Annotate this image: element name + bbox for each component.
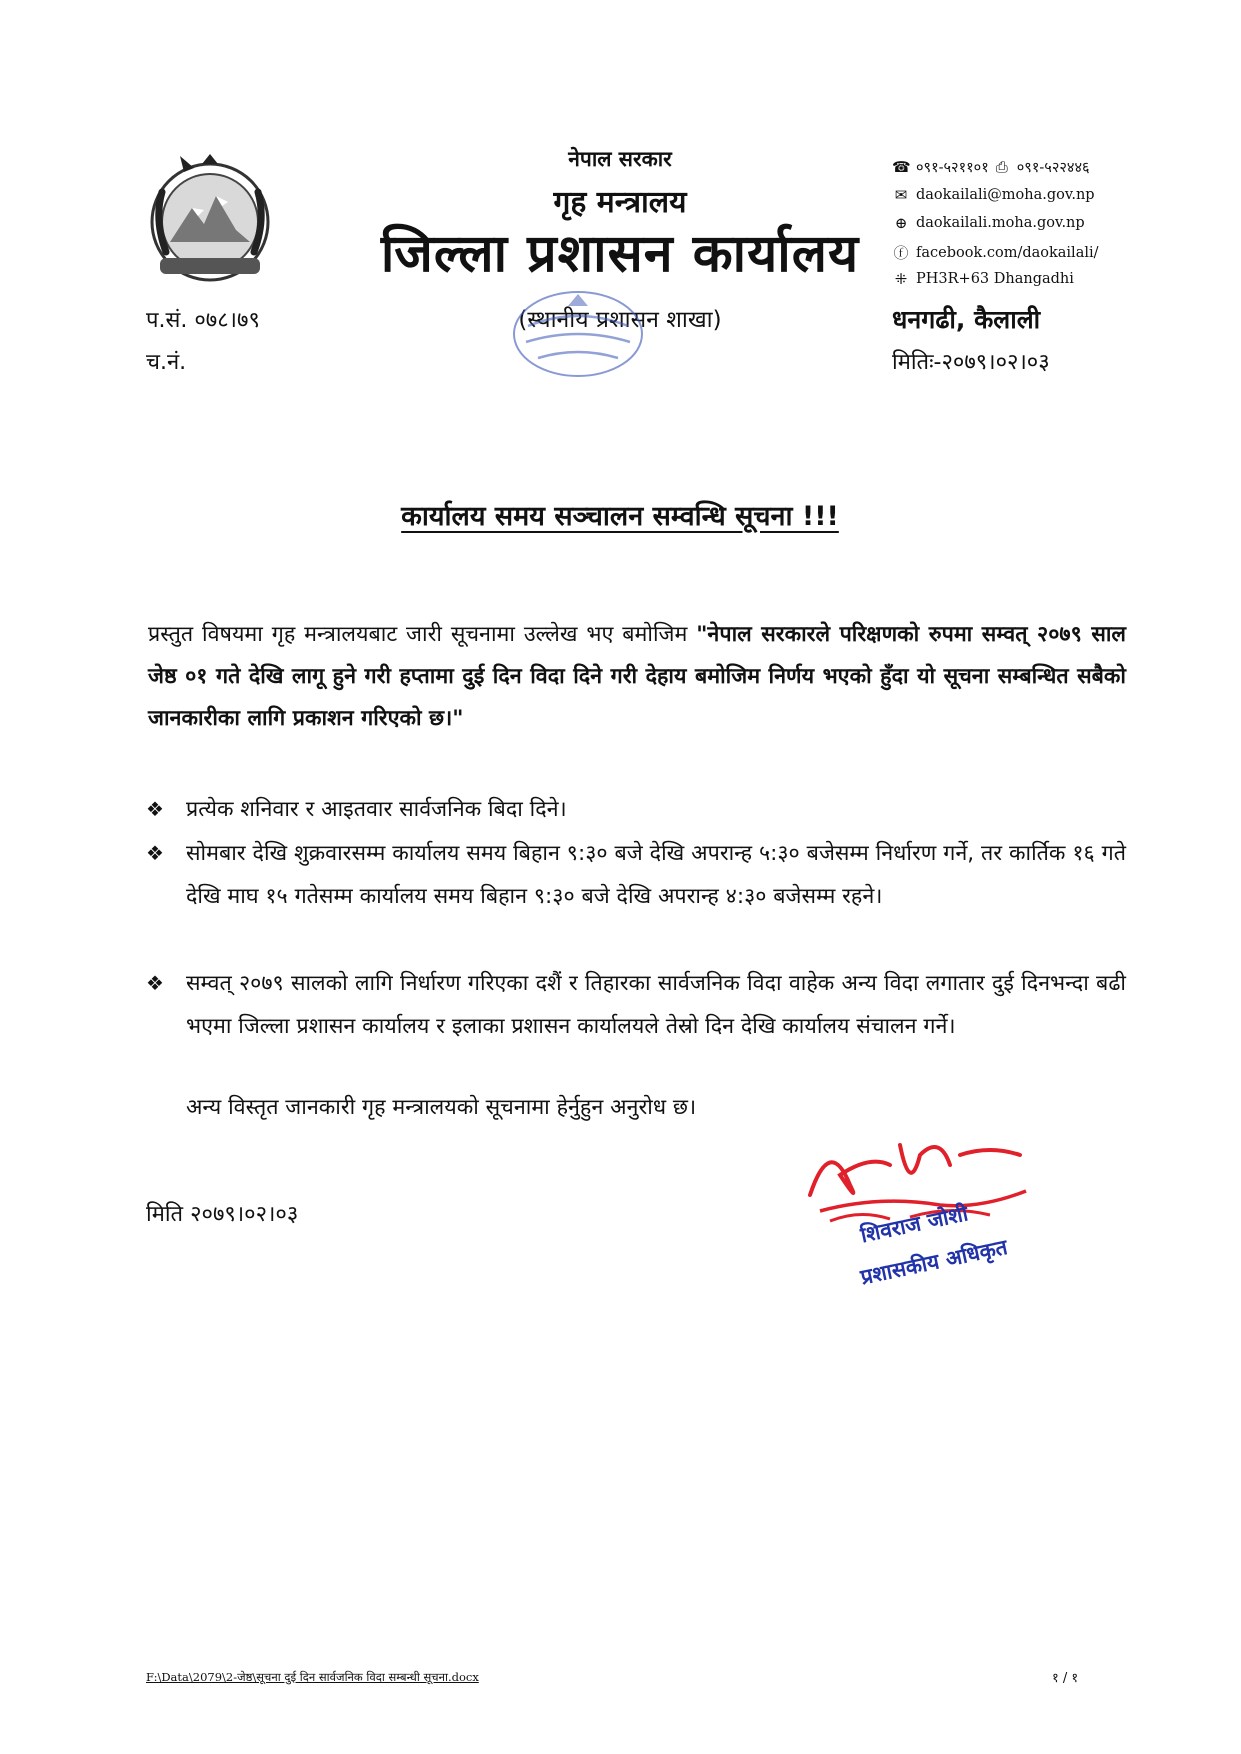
office-seal-stamp	[508, 286, 648, 382]
facebook-address: facebook.com/daokailali/	[916, 244, 1099, 261]
mail-icon: ✉	[894, 186, 908, 204]
contact-email	[892, 186, 1095, 204]
letter-date: मितिः-२०७९।०२।०३	[892, 350, 1050, 375]
signature-date: मिति २०७९।०२।०३	[146, 1202, 299, 1227]
contact-website	[892, 214, 1085, 232]
email-address: daokailali@moha.gov.np	[916, 187, 1095, 203]
phone-number: ०९१-५२११०१	[916, 160, 989, 176]
list-item-text: प्रत्येक शनिवार र आइतवार सार्वजनिक बिदा दिने।	[186, 797, 567, 822]
notice-title: कार्यालय समय सञ्चालन सम्वन्धि सूचना !!!	[401, 501, 839, 532]
fax-number: ०९१-५२२४४६	[1016, 160, 1090, 176]
list-item	[146, 962, 1126, 1048]
phone-icon: ☎	[892, 158, 911, 176]
government-name: नेपाल सरकार	[568, 147, 672, 171]
signatory-name: शिवराज जोशी	[858, 1201, 971, 1248]
contact-phone	[892, 157, 1090, 177]
list-item	[146, 788, 1126, 831]
diamond-bullet-icon: ❖	[146, 797, 164, 821]
list-item	[146, 832, 1126, 918]
office-name: जिल्ला प्रशासन कार्यालय	[380, 224, 860, 284]
branch-name: (स्थानीय प्रशासन शाखा)	[518, 307, 722, 333]
facebook-icon: ⓕ	[893, 244, 909, 262]
contact-facebook	[892, 242, 1099, 263]
nepal-emblem-icon	[140, 150, 280, 290]
fax-icon: ⎙	[995, 158, 1008, 176]
page-number: १ / १	[1052, 1671, 1079, 1686]
contact-plus-code	[892, 270, 1074, 288]
signatory-title: प्रशासकीय अधिकृत	[858, 1234, 1010, 1290]
notice-intro: प्रस्तुत विषयमा गृह मन्त्रालयबाट जारी सूचनामा उल्लेख भए बमोजिम	[148, 622, 688, 647]
website-address: daokailali.moha.gov.np	[916, 215, 1085, 231]
list-item-text: सम्वत् २०७९ सालको लागि निर्धारण गरिएका दशैं र तिहारका सार्वजनिक विदा वाहेक अन्य विदा लगातार दुई दिनभन्दा बढी भएमा जिल्ला प्रशासन कार्यालय र इलाका प्रशासन कार्यालयले तेस्रो दिन देखि कार्यालय संचालन गर्ने।	[186, 971, 1126, 1039]
ministry-name: गृह मन्त्रालय	[553, 185, 687, 220]
diamond-bullet-icon: ❖	[146, 841, 164, 865]
notice-paragraph	[148, 614, 1126, 740]
diamond-bullet-icon: ❖	[146, 971, 164, 995]
reference-number: प.सं. ०७८।७९	[146, 308, 260, 333]
list-item-text: सोमबार देखि शुक्रवारसम्म कार्यालय समय बिहान ९:३० बजे देखि अपरान्ह ५:३० बजेसम्म निर्धारण गर्ने, तर कार्तिक १६ गते देखि माघ १५ गतेसम्म कार्यालय समय बिहान ९:३० बजे देखि अपरान्ह ४:३० बजेसम्म रहने।	[186, 841, 1126, 909]
office-location: धनगढी, कैलाली	[892, 305, 1041, 334]
file-path: F:\Data\2079\2-जेष्ठ\सूचना दुई दिन सार्वजनिक विदा सम्बन्धी सूचना.docx	[146, 1670, 479, 1684]
notice-quote: "नेपाल सरकारले परिक्षणको रुपमा सम्वत् २०७९ साल जेष्ठ ०१ गते देखि लागू हुने गरी हप्तामा दुई दिन विदा दिने गरी देहाय बमोजिम निर्णय भएको हुँदा यो सूचना सम्बन्धित सबैको जानकारीका लागि प्रकाशन गरिएको छ।"	[148, 622, 1126, 731]
globe-icon: ⊕	[894, 214, 908, 232]
closing-line: अन्य विस्तृत जानकारी गृह मन्त्रालयको सूचनामा हेर्नुहुन अनुरोध छ।	[186, 1095, 697, 1120]
dispatch-number: च.नं.	[146, 350, 187, 375]
plus-code-icon: ⁜	[894, 270, 908, 288]
plus-code: PH3R+63 Dhangadhi	[916, 271, 1074, 287]
